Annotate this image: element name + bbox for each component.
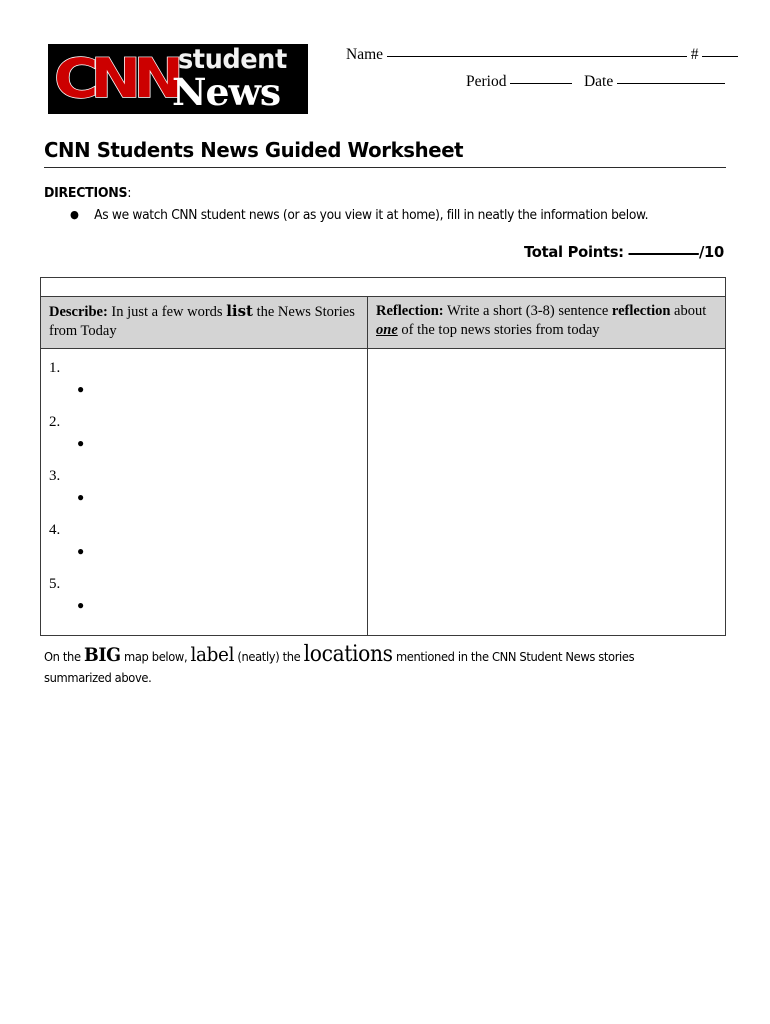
logo-cnn-text: CNN: [54, 47, 177, 110]
directions-heading-colon: :: [127, 185, 132, 201]
map-note-part-4: mentioned in the CNN Student News stories summarized above.: [44, 649, 635, 685]
list-item[interactable]: [49, 521, 359, 559]
bullet-icon: ●: [77, 544, 85, 558]
directions-heading-label: DIRECTIONS: [44, 185, 128, 201]
map-note-part-1: On the: [44, 649, 84, 664]
reflection-header-text-1: Write a short (3-8) sentence: [443, 303, 612, 319]
describe-header-lead: Describe:: [49, 304, 108, 320]
date-label: Date: [583, 73, 614, 90]
describe-header-text-before: In just a few words: [107, 304, 227, 320]
bullet-icon: ●: [77, 436, 85, 450]
name-field-row: [346, 46, 738, 64]
list-item[interactable]: [49, 575, 359, 613]
bullet-icon: ●: [77, 598, 85, 612]
page-title-container: [44, 138, 726, 168]
list-item[interactable]: [49, 413, 359, 451]
worksheet-table: [40, 277, 726, 636]
describe-header-emphasis: list: [226, 302, 253, 320]
reflection-header-text-3: of the top news stories from today: [397, 322, 600, 338]
total-points-input-line[interactable]: [629, 253, 699, 255]
page-title: CNN Students News Guided Worksheet: [44, 138, 464, 162]
logo-news-text: News: [172, 70, 281, 114]
describe-answer-cell[interactable]: [41, 349, 368, 635]
describe-header-text-after: the News Stories from Today: [49, 304, 355, 339]
total-points-row: [524, 243, 724, 261]
total-points-label: Total Points:: [524, 243, 624, 261]
name-label: Name: [346, 46, 384, 63]
table-spacer-row: [41, 278, 725, 297]
directions-item-text: As we watch CNN student news (or as you view it at home), fill in neatly the information below.: [94, 208, 649, 223]
total-points-out-of: /10: [698, 243, 724, 261]
map-note-locations-word: locations: [303, 642, 393, 667]
reflection-header-lead: Reflection:: [376, 303, 444, 319]
date-input-line[interactable]: [617, 83, 725, 84]
reflection-header-bold-word: reflection: [611, 303, 671, 319]
describe-column-header: [41, 297, 368, 348]
directions-heading: [44, 185, 131, 201]
period-label: Period: [466, 73, 507, 90]
bullet-icon: ●: [77, 490, 85, 504]
page-header: [0, 0, 770, 130]
map-note-part-3: (neatly) the: [234, 649, 304, 664]
period-input-line[interactable]: [510, 83, 572, 84]
table-body-row: [41, 349, 725, 635]
cnn-student-news-logo: [48, 44, 308, 114]
period-date-field-row: [466, 73, 725, 91]
number-label: #: [690, 46, 699, 63]
list-item-number: 1.: [49, 360, 61, 376]
logo-student-text: student: [178, 44, 287, 75]
list-item-number: 5.: [49, 576, 61, 592]
reflection-header-underlined-word: one: [376, 322, 398, 338]
bullet-icon: ●: [77, 382, 85, 396]
directions-list-item: [70, 206, 684, 224]
number-input-line[interactable]: [702, 56, 738, 57]
map-note-part-2: map below,: [120, 649, 191, 664]
reflection-column-header: [368, 297, 725, 348]
name-input-line[interactable]: [387, 56, 687, 57]
map-note-big-word: BIG: [83, 644, 121, 666]
list-item[interactable]: [49, 359, 359, 397]
bullet-icon: ●: [70, 208, 79, 221]
table-header-row: [41, 297, 725, 349]
map-instruction-note: [44, 644, 679, 688]
list-item-number: 3.: [49, 468, 61, 484]
list-item[interactable]: [49, 467, 359, 505]
reflection-answer-cell[interactable]: [368, 349, 725, 635]
reflection-header-text-2: about: [670, 303, 707, 319]
list-item-number: 2.: [49, 414, 61, 430]
list-item-number: 4.: [49, 522, 61, 538]
map-note-label-word: label: [190, 642, 235, 666]
